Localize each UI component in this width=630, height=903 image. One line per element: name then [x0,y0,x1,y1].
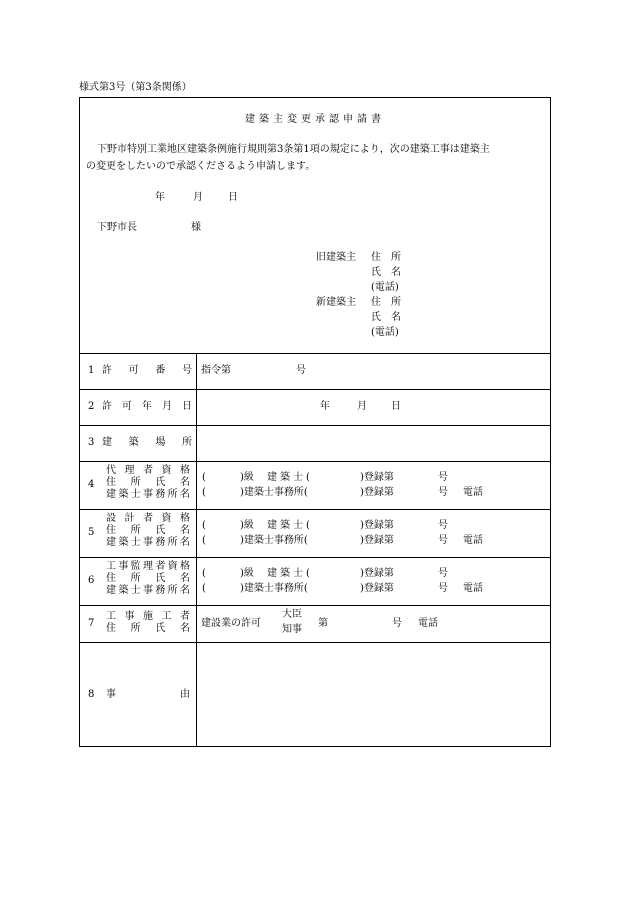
qual-grade: )級 [240,520,254,531]
office-registration: )登録第 [360,535,394,546]
divider [80,461,550,462]
form-title: 建築主変更承認申請書 [245,114,385,125]
contractor-phone: 電話 [418,618,438,629]
row-5-label [106,513,190,549]
column-divider [196,353,197,747]
row-7-label [106,611,190,635]
construction-permit-label: 建設業の許可 [201,618,261,629]
row-8-number: 8 [88,689,95,700]
divider [80,425,550,426]
qual-go: 号 [438,520,448,531]
qual-registration: )登録第 [360,568,394,579]
old-owner-name: 氏 名 [371,267,401,278]
new-owner-phone: (電話) [371,327,399,338]
office-go: 号 [438,487,448,498]
date-month-label: 月 [193,192,203,203]
qual-architect: 建築士( [267,568,313,579]
qual-open: ( [202,520,206,531]
form-number-label: 様式第3号（第3条関係） [79,82,192,93]
row-3-label: 建築場所 [102,437,192,448]
row-7-label-line-2: 住所氏名 [106,623,190,634]
qual-open: ( [202,568,206,579]
qual-architect: 建築士( [267,520,313,531]
office-phone: 電話 [463,535,483,546]
qual-grade: )級 [240,472,254,483]
permit-date-year: 年 [320,401,330,412]
office-phone: 電話 [463,487,483,498]
permit-date-month: 月 [357,401,367,412]
old-owner-address: 住 所 [371,252,401,263]
date-year-label: 年 [155,192,165,203]
qual-open: ( [202,472,206,483]
row-4-number: 4 [88,479,95,490]
qual-registration: )登録第 [360,520,394,531]
old-owner-phone: (電話) [371,282,399,293]
old-owner-label: 旧建築主 [316,252,356,263]
row-7-label-line-1: 工事施工者 [106,611,190,622]
divider [80,605,550,606]
divider [80,557,550,558]
divider [80,353,550,354]
row-6-number: 6 [88,575,95,586]
row-5-label-line-2: 住所氏名 [106,525,190,536]
office-phone: 電話 [463,583,483,594]
permit-date-day: 日 [391,401,401,412]
row-6-label [106,561,190,597]
divider [80,389,550,390]
intro-line-2: の変更をしたいので承認くださるよう申請します。 [86,161,316,172]
new-owner-label: 新建築主 [316,297,356,308]
row-3-number: 3 [88,437,95,448]
office-go: 号 [438,583,448,594]
row-1-label: 許可番号 [102,365,192,376]
row-7-number: 7 [88,618,95,629]
application-form [79,97,551,747]
row-5-label-line-1: 設計者資格 [106,513,190,524]
office-registration: )登録第 [360,487,394,498]
row-2-label: 許可年月日 [102,401,192,412]
row-1-number: 1 [88,365,95,376]
addressee-name: 下野市長 [97,222,137,233]
governor-label: 知事 [282,624,302,635]
qual-go: 号 [438,472,448,483]
office-go: 号 [438,535,448,546]
intro-line-1: 下野市特別工業地区建築条例施行規則第3条第1項の規定により，次の建築工事は建築主 [97,144,490,155]
row-5-number: 5 [88,527,95,538]
office-open: ( [202,487,206,498]
minister-label: 大臣 [282,609,302,620]
divider [80,642,550,643]
office-open: ( [202,535,206,546]
date-day-label: 日 [228,192,238,203]
qual-grade: )級 [240,568,254,579]
new-owner-name: 氏 名 [371,312,401,323]
qual-go: 号 [438,568,448,579]
permit-dai: 第 [318,618,328,629]
row-8-label-start: 事 [106,689,116,700]
row-6-label-line-3: 建築士事務所名 [106,585,190,596]
divider [80,509,550,510]
addressee-honorific: 様 [191,222,201,233]
new-owner-address: 住 所 [371,297,401,308]
row-4-label-line-1: 代理者資格 [106,465,190,476]
row-6-label-line-2: 住所氏名 [106,573,190,584]
permit-number-prefix: 指令第 [201,365,231,376]
row-5-label-line-3: 建築士事務所名 [106,537,190,548]
row-4-label-line-2: 住所氏名 [106,477,190,488]
row-2-number: 2 [88,401,95,412]
row-4-label [106,465,190,501]
office-label: )建築士事務所( [240,487,308,498]
permit-number-suffix: 号 [296,365,306,376]
qual-registration: )登録第 [360,472,394,483]
row-6-label-line-1: 工事監理者資格 [106,561,190,572]
office-label: )建築士事務所( [240,535,308,546]
row-8-label-end: 由 [180,689,190,700]
office-open: ( [202,583,206,594]
row-4-label-line-3: 建築士事務所名 [106,489,190,500]
office-label: )建築士事務所( [240,583,308,594]
office-registration: )登録第 [360,583,394,594]
qual-architect: 建築士( [267,472,313,483]
permit-go: 号 [392,618,402,629]
